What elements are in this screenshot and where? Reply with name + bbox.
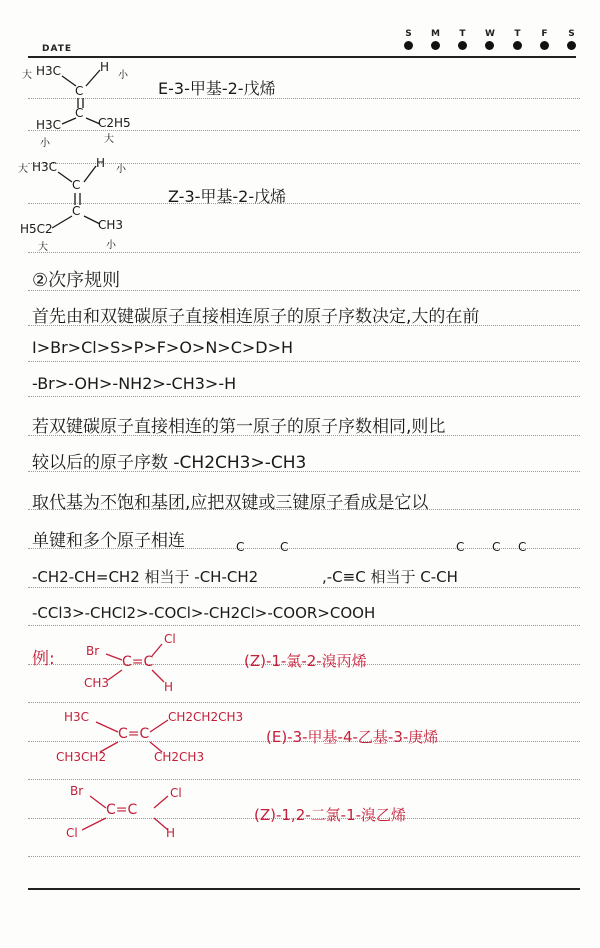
ex1-bottom-right-group: H xyxy=(164,680,174,694)
footer-rule xyxy=(28,888,580,890)
z-substituent-rank: 小 xyxy=(106,240,116,251)
ex1-bond xyxy=(152,670,164,682)
ex1-bond xyxy=(108,670,122,680)
weekday-sun: S xyxy=(404,30,413,52)
ex1-bond xyxy=(106,654,122,660)
implied-carbon: C xyxy=(280,540,289,554)
group-order: -Br>-OH>-NH2>-CH3>-H xyxy=(32,374,237,393)
z-bottom-right-group: CH3 xyxy=(98,218,124,232)
ex3-bond xyxy=(154,818,168,830)
e-substituent-rank: 小 xyxy=(118,70,128,81)
weekday-tue: T xyxy=(458,30,467,52)
implied-carbon: C xyxy=(518,540,527,554)
z-substituent-rank: 小 xyxy=(116,164,126,175)
ex3-name: (Z)-1,2-二氯-1-溴乙烯 xyxy=(254,806,407,824)
ex2-bond xyxy=(150,720,168,732)
e-top-right-group: H xyxy=(100,60,110,74)
group-order: -CCl3>-CHCl2>-COCl>-CH2Cl>-COOR>COOH xyxy=(32,604,376,622)
implied-carbon: C xyxy=(492,540,501,554)
e-bottom-right-group: C2H5 xyxy=(98,116,131,130)
ex1-top-right-group: Cl xyxy=(164,632,176,646)
weekday-wed: W xyxy=(485,30,495,52)
e-top-left-group: H3C xyxy=(36,64,62,78)
z-substituent-rank: 大 xyxy=(38,242,48,253)
z-top-left-group: H3C xyxy=(32,160,58,174)
ex2-name: (E)-3-甲基-4-乙基-3-庚烯 xyxy=(266,728,439,746)
ex2-bond xyxy=(100,742,118,752)
z-lower-carbon: C xyxy=(72,204,81,218)
atomic-number-order: I>Br>Cl>S>P>F>O>N>C>D>H xyxy=(32,338,294,357)
ex2-bottom-left-group: CH3CH2 xyxy=(56,750,107,764)
rule-text: 较以后的原子序数 -CH2CH3>-CH3 xyxy=(32,453,307,473)
z-isomer-name: Z-3-甲基-2-戊烯 xyxy=(168,187,287,206)
implied-carbon: C xyxy=(236,540,245,554)
ex2-top-left-group: H3C xyxy=(64,710,90,724)
e-upper-carbon: C xyxy=(75,84,84,98)
rule-text: 若双键碳原子直接相连的第一原子的原子序数相同,则比 xyxy=(32,417,446,437)
e-bottom-left-group: H3C xyxy=(36,118,62,132)
ex3-double-bond-core: C=C xyxy=(106,802,138,818)
rule-text: 首先由和双键碳原子直接相连原子的原子序数决定,大的在前 xyxy=(32,307,480,327)
weekday-sat: S xyxy=(567,30,576,52)
e-substituent-rank: 小 xyxy=(40,138,50,149)
ex3-bottom-right-group: H xyxy=(166,826,176,840)
ex2-top-right-group: CH2CH2CH3 xyxy=(168,710,244,724)
ex2-double-bond-core: C=C xyxy=(118,726,150,742)
date-label: DATE xyxy=(42,44,73,54)
z-bottom-left-group: H5C2 xyxy=(20,222,53,236)
ex1-top-left-group: Br xyxy=(86,644,100,658)
z-top-right-group: H xyxy=(96,156,106,170)
implied-carbon: C xyxy=(456,540,465,554)
ex2-bond xyxy=(96,722,118,732)
ex1-bottom-left-group: CH3 xyxy=(84,676,110,690)
ex3-top-left-group: Br xyxy=(70,784,84,798)
equivalence-line: -CH2-CH=CH2 相当于 -CH-CH2 xyxy=(32,568,259,586)
e-substituent-rank: 大 xyxy=(104,134,114,145)
ex1-bond xyxy=(152,644,162,656)
weekday-thu: T xyxy=(513,30,522,52)
e-lower-carbon: C xyxy=(75,106,84,120)
ex3-top-right-group: Cl xyxy=(170,786,182,800)
ex3-bond xyxy=(154,796,168,808)
z-substituent-rank: 大 xyxy=(18,164,28,175)
rule-text: 取代基为不饱和基团,应把双键或三键原子看成是它以 xyxy=(32,493,429,513)
ex1-double-bond-core: C=C xyxy=(122,654,154,670)
ex3-bond xyxy=(90,796,106,808)
section-heading: ②次序规则 xyxy=(32,270,121,291)
e-substituent-rank: 大 xyxy=(22,70,32,81)
examples-label: 例: xyxy=(32,649,55,669)
z-upper-carbon: C xyxy=(72,178,81,192)
weekday-mon: M xyxy=(431,30,440,52)
e-isomer-name: E-3-甲基-2-戊烯 xyxy=(158,79,276,98)
ex2-bottom-right-group: CH2CH3 xyxy=(154,750,205,764)
ex1-name: (Z)-1-氯-2-溴丙烯 xyxy=(244,652,367,670)
equivalence-line: ,-C≡C 相当于 C-CH xyxy=(322,568,458,586)
rule-text: 单键和多个原子相连 xyxy=(32,531,185,551)
ex3-bond xyxy=(82,818,106,830)
ex2-bond xyxy=(150,742,162,752)
weekday-fri: F xyxy=(540,30,549,52)
ex3-bottom-left-group: Cl xyxy=(66,826,78,840)
